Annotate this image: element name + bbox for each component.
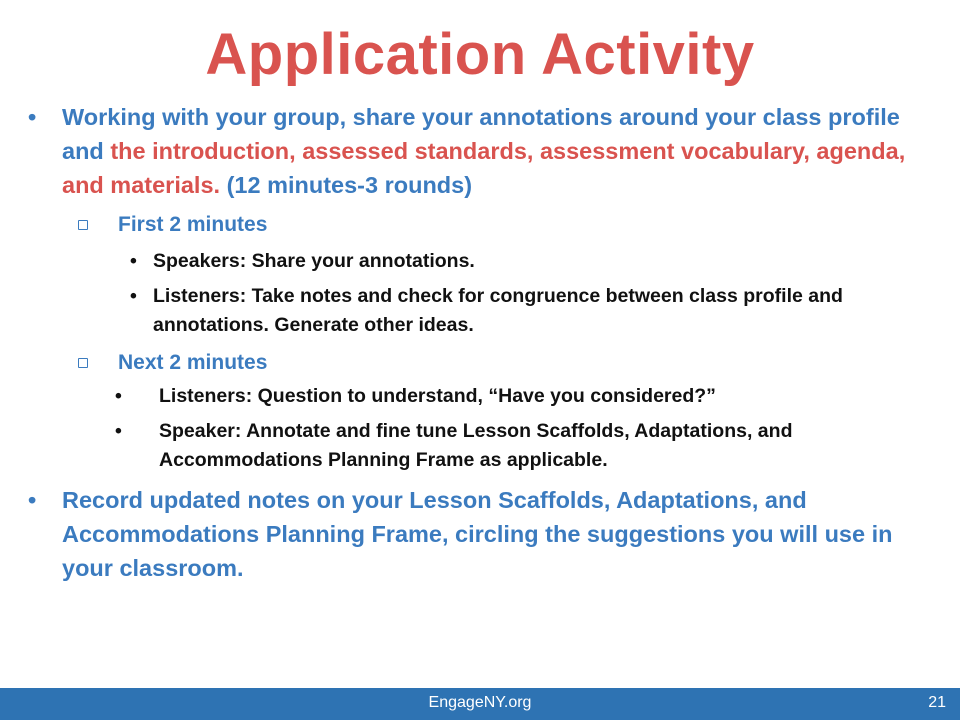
slide-title: Application Activity — [205, 22, 755, 87]
round1-heading: First 2 minutes — [118, 213, 268, 236]
slide-content — [28, 100, 928, 585]
bullet2-text: Record updated notes on your Lesson Scaffolds, Adaptations, and Accommodations Planning Frame, circling the suggestions you will use in your classroom. — [62, 487, 893, 581]
bullet-dot: • — [130, 285, 137, 307]
round1-item — [28, 282, 928, 340]
round2-heading: Next 2 minutes — [118, 351, 268, 374]
round1-item-text: Listeners: Take notes and check for congruence between class profile and annotations. Generate other ideas. — [153, 285, 843, 336]
round1-heading-row — [28, 210, 928, 240]
footer-bar — [0, 688, 960, 720]
bullet-dot: • — [115, 420, 122, 442]
bullet-dot: • — [130, 250, 137, 272]
round2-item-text: Listeners: Question to understand, “Have you considered?” — [159, 385, 716, 407]
bullet1-text-part1: Working with your group, share your annotations around your class profile and — [62, 104, 900, 164]
bullet-dot: • — [28, 104, 37, 130]
round1-item — [28, 247, 928, 276]
bullet1-text-part3: (12 minutes-3 rounds) — [220, 172, 473, 198]
bullet1-text-highlight: the introduction, assessed standards, assessment vocabulary, agenda, and materials. — [62, 138, 906, 198]
round1-item-text: Speakers: Share your annotations. — [153, 250, 475, 272]
hollow-square-bullet-icon — [78, 358, 88, 368]
bullet-record-notes — [28, 483, 928, 585]
hollow-square-bullet-icon — [78, 220, 88, 230]
bullet-group-instructions — [28, 100, 928, 202]
page-number: 21 — [928, 694, 946, 711]
round2-item — [28, 417, 928, 475]
bullet-dot: • — [115, 385, 122, 407]
round2-item — [28, 382, 928, 411]
round2-item-text: Speaker: Annotate and fine tune Lesson Scaffolds, Adaptations, and Accommodations Planning Frame as applicable. — [159, 420, 793, 471]
bullet-dot: • — [28, 487, 37, 513]
round2-heading-row — [28, 348, 928, 378]
footer-url[interactable]: EngageNY.org — [428, 694, 532, 711]
